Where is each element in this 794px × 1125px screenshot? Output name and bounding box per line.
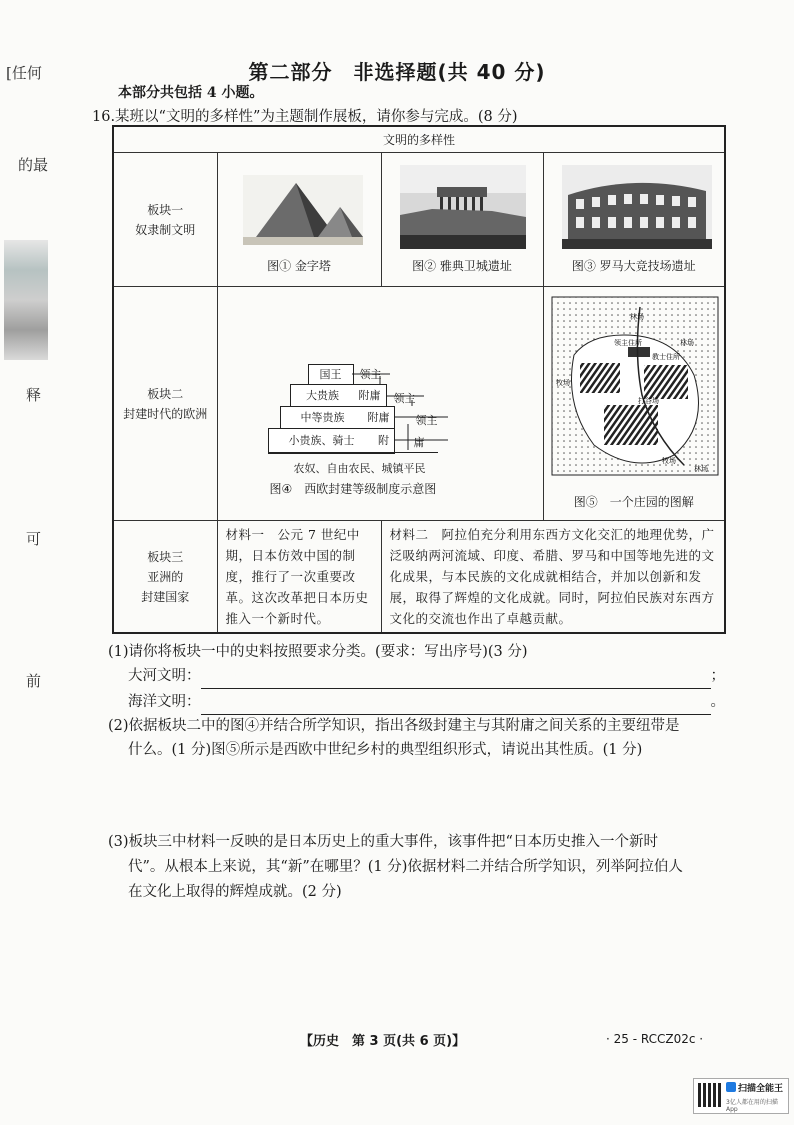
edge-fragment: 前 xyxy=(26,672,42,690)
fig5-cell xyxy=(543,287,725,521)
sub-question-2-line1: (2)依据板块二中的图④并结合所学知识，指出各级封建主与其附庸之间关系的主要纽带是 xyxy=(108,718,680,734)
block2-label: 板块二 封建时代的欧洲 xyxy=(113,287,217,521)
sub-question-3-line2: 代”。从根本上来说，其“新”在哪里？(1 分)依据材料二并结合所学知识，列举阿拉伯人 xyxy=(128,859,683,875)
fig1-caption: 图① 金字塔 xyxy=(267,259,331,273)
qr-code-icon xyxy=(698,1083,722,1107)
sub-question-2-line2: 什么。(1 分)图⑤所示是西欧中世纪乡村的典型组织形式，请说出其性质。(1 分) xyxy=(128,742,643,758)
fig1-cell xyxy=(217,153,381,287)
material-2: 材料二 阿拉伯充分利用东西方文化交汇的地理优势，广泛吸纳两河流域、印度、希腊、罗马和中国等地先进的文化成果，与本民族的文化成就相结合，并加以创新和发展，取得了辉煌的文化成就。同时，阿拉伯民族对东西方文化的交流也作出了卓越贡献。 xyxy=(381,521,725,634)
cs-logo-icon xyxy=(726,1082,736,1092)
section-title: 第二部分 非选择题(共 40 分) xyxy=(248,60,546,84)
feudal-hierarchy-diagram xyxy=(218,304,544,504)
label-lord: 领主 xyxy=(359,367,382,381)
level-king: 国王 xyxy=(308,364,354,386)
colosseum-image xyxy=(544,155,726,255)
label-lord-3: 领主 xyxy=(415,413,438,427)
material-1: 材料一 公元 7 世纪中期，日本仿效中国的制度，推行了一次重要改革。这次改革把日本历史推入一个新时代。 xyxy=(217,521,381,634)
manor-label-pasture-2: 牧场 xyxy=(661,457,676,465)
label-base: 农奴、自由农民、城镇平民 xyxy=(293,461,426,475)
hierarchy-arrows xyxy=(218,304,544,504)
edge-fragment: [任何 xyxy=(6,64,42,82)
acropolis-image xyxy=(382,155,544,255)
fig3-cell xyxy=(543,153,725,287)
board-title: 文明的多样性 xyxy=(113,126,725,153)
watermark-sub: 3亿人都在用的扫描App xyxy=(726,1099,778,1113)
manor-label-mill: 打谷场 xyxy=(637,397,659,405)
fig2-cell xyxy=(381,153,543,287)
manor-label-forest: 林场 xyxy=(629,313,644,321)
question-16-stem: 16.某班以“文明的多样性”为主题制作展板，请你参与完成。(8 分) xyxy=(92,109,518,125)
river-label: 大河文明： xyxy=(128,668,201,684)
label-yong: 庸 xyxy=(413,435,425,449)
pyramid-image xyxy=(218,155,382,255)
fig4-cell xyxy=(217,287,543,521)
manor-label-forest-3: 林场 xyxy=(693,465,708,473)
manor-label-lord-house: 领主住所 xyxy=(613,339,642,347)
fig4-caption: 图④ 西欧封建等级制度示意图 xyxy=(269,481,437,496)
manor-label-pasture: 牧场 xyxy=(555,379,570,387)
sub-question-3-line1: (3)板块三中材料一反映的是日本历史上的重大事件，该事件把“日本历史推入一个新时 xyxy=(108,834,658,850)
fig3-caption: 图③ 罗马大竞技场遗址 xyxy=(571,259,696,273)
page-footer: 【历史 第 3 页(共 6 页)】 xyxy=(300,1034,466,1049)
edge-fragment: 可 xyxy=(26,530,42,548)
watermark-name: 扫描全能王 xyxy=(738,1084,784,1094)
level-small-noble: 小贵族、骑士 xyxy=(268,428,376,454)
section-intro: 本部分共包括 4 小题。 xyxy=(118,85,264,101)
manor-label-church: 教士住所 xyxy=(651,353,680,361)
manor-map xyxy=(544,295,726,489)
fig2-caption: 图② 雅典卫城遗址 xyxy=(412,259,512,273)
scanner-watermark xyxy=(693,1078,789,1114)
edge-smudge xyxy=(4,240,48,360)
level-big-noble: 大贵族 xyxy=(290,384,356,408)
block1-label: 板块一 奴隶制文明 xyxy=(113,153,217,287)
sea-answer-line[interactable] xyxy=(201,696,711,715)
label-vassal-1: 附庸 xyxy=(354,384,387,408)
exhibition-board xyxy=(112,125,726,634)
river-answer-line[interactable] xyxy=(201,670,711,689)
river-civilization-row: 大河文明： ； xyxy=(128,664,728,689)
sub-question-1: (1)请你将板块一中的史料按照要求分类。(要求：写出序号)(3 分) xyxy=(108,644,528,660)
level-mid-noble: 中等贵族 xyxy=(280,406,366,430)
edge-fragment: 释 xyxy=(26,386,42,404)
manor-label-forest-2: 林场 xyxy=(679,339,694,347)
sea-civilization-row: 海洋文明： 。 xyxy=(128,690,728,715)
fig5-caption: 图⑤ 一个庄园的图解 xyxy=(573,495,694,509)
paper-code: · 25 - RCCZ02c · xyxy=(606,1032,704,1046)
label-vassal-2: 附庸 xyxy=(364,406,395,430)
sea-label: 海洋文明： xyxy=(128,694,201,710)
sub-question-3-line3: 在文化上取得的辉煌成就。(2 分) xyxy=(128,884,342,900)
block3-label: 板块三 亚洲的 封建国家 xyxy=(113,521,217,634)
label-fu: 附 xyxy=(374,428,395,454)
edge-fragment: 的最 xyxy=(18,156,49,174)
label-lord-2: 领主 xyxy=(393,391,416,405)
